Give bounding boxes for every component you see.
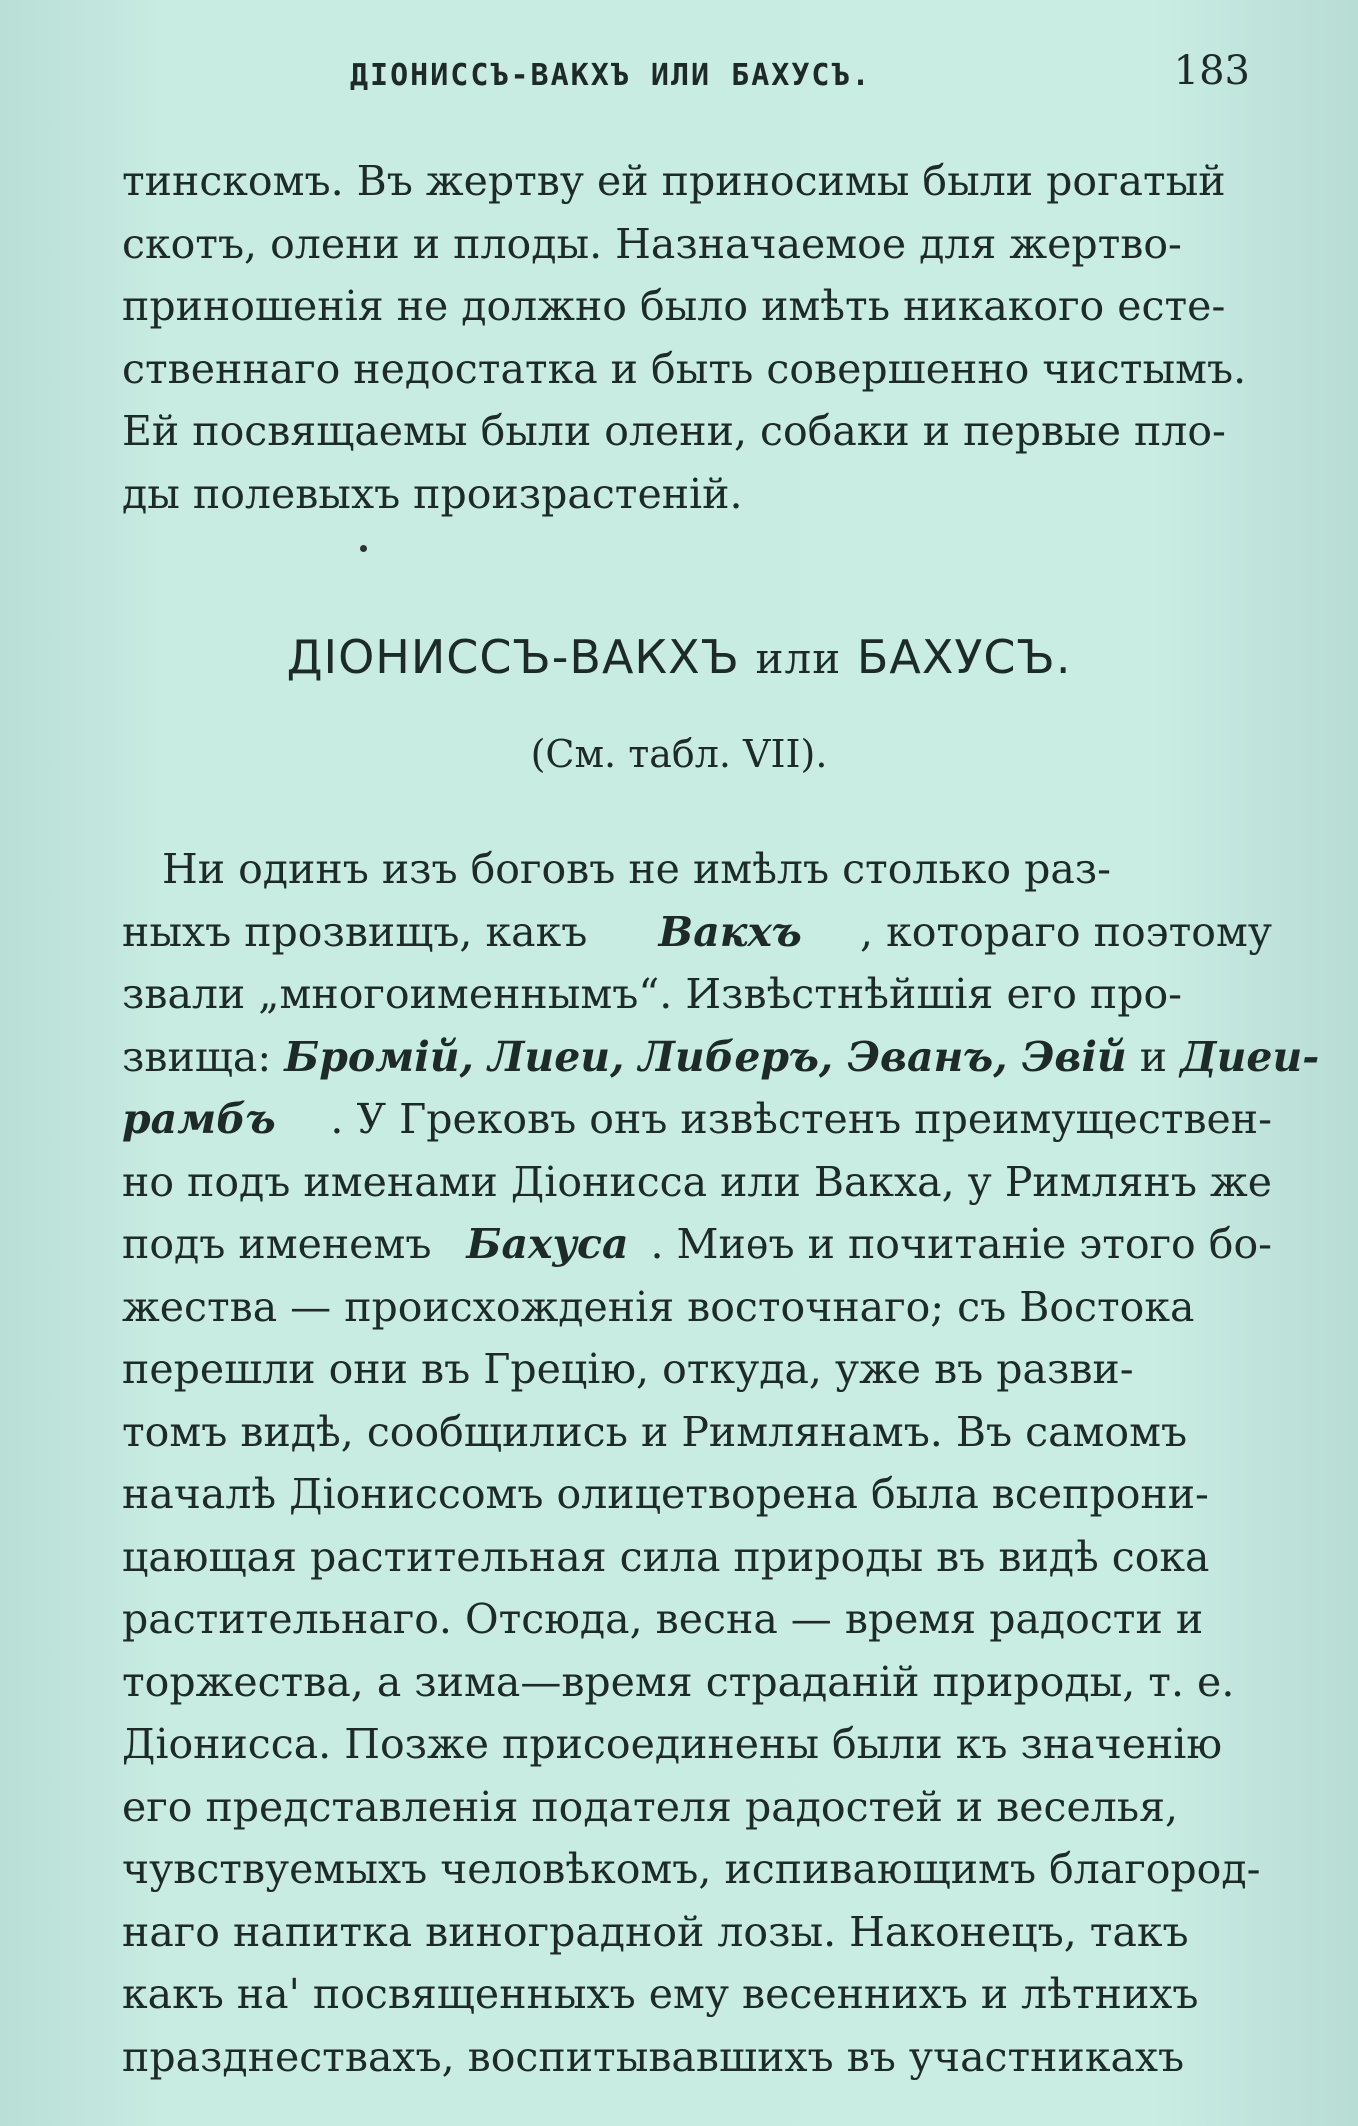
text-line xyxy=(122,1026,1320,1089)
emphasis-name: Бахуса xyxy=(466,1220,629,1268)
text-line: звали „многоименнымъ“. Извѣстнѣйшія его про- xyxy=(122,970,1183,1018)
text-line: томъ видѣ, сообщились и Римлянамъ. Въ самомъ xyxy=(122,1407,1188,1456)
text-line: ды полевыхъ произрастеній. xyxy=(122,469,743,518)
section-title xyxy=(0,630,1358,684)
text-line: тинскомъ. Въ жертву ей приносимы были рогатый xyxy=(122,157,1226,205)
page-number: 183 xyxy=(1173,48,1250,94)
section-title-conj: или xyxy=(755,634,842,683)
running-title: ДІОНИССЪ-ВАКХЪ ИЛИ БАХУСЪ. xyxy=(350,58,872,93)
stray-dot xyxy=(360,545,367,552)
text-line: его представленія подателя радостей и веселья, xyxy=(122,1782,1179,1831)
emphasis-name: Вакхъ xyxy=(658,907,802,956)
text-run: ныхъ прозвищъ, какъ xyxy=(122,907,601,956)
text-run: , котораго поэтому xyxy=(860,907,1272,956)
emphasis-names: Бромій, Лиеи, Либеръ, Эванъ, Эвій xyxy=(284,1032,1127,1081)
text-line: но подъ именами Діонисса или Вакха, у Римлянъ же xyxy=(122,1157,1272,1206)
main-paragraph xyxy=(122,838,1320,2088)
text-line: Ей посвящаемы были олени, собаки и первые пло- xyxy=(122,407,1226,455)
text-line: скотъ, олени и плоды. Назначаемое для жертво- xyxy=(122,219,1182,268)
text-line: приношенія не должно было имѣть никакого есте- xyxy=(122,282,1226,330)
text-line: растительнаго. Отсюда, весна — время радости и xyxy=(122,1595,1204,1643)
section-subtitle: (См. табл. VII). xyxy=(530,732,828,776)
running-head xyxy=(120,48,1250,108)
text-line: цающая растительная сила природы въ видѣ сока xyxy=(122,1532,1210,1581)
text-line: наго напитка виноградной лозы. Наконецъ, такъ xyxy=(122,1907,1189,1956)
text-line: жества — происхожденія восточнаго; съ Востока xyxy=(122,1282,1195,1331)
text-run: . У Грековъ онъ извѣстенъ преимуществен- xyxy=(330,1095,1272,1143)
text-line: торжества, а зима—время страданій природы, т. е. xyxy=(122,1657,1235,1706)
text-run: и xyxy=(1126,1032,1181,1081)
text-run: . Миѳъ и почитаніе этого бо- xyxy=(650,1220,1272,1268)
text-line: Діонисса. Позже присоединены были къ значенію xyxy=(122,1720,1223,1768)
text-line: празднествахъ, воспитывавшихъ въ участникахъ xyxy=(122,2032,1185,2081)
text-run: подъ именемъ xyxy=(122,1220,445,1268)
text-run: звища: xyxy=(122,1032,285,1081)
emphasis-name: Диеи- xyxy=(1180,1032,1320,1081)
text-line xyxy=(122,901,1272,964)
section-title-part1: ДІОНИССЪ-ВАКХЪ xyxy=(286,630,740,684)
text-line: какъ на' посвященныхъ ему весеннихъ и лѣтнихъ xyxy=(122,1970,1199,2018)
section-title-part2: БАХУСЪ. xyxy=(856,630,1072,684)
text-line: началѣ Діониссомъ олицетворена была всепрони- xyxy=(122,1470,1209,1518)
text-line xyxy=(122,1088,1272,1151)
text-line: Ни одинъ изъ боговъ не имѣлъ столько раз- xyxy=(162,845,1112,893)
text-line xyxy=(122,1213,1272,1276)
top-paragraph xyxy=(122,150,1272,525)
emphasis-name: рамбъ xyxy=(122,1095,276,1143)
text-line: чувствуемыхъ человѣкомъ, испивающимъ благород- xyxy=(122,1845,1261,1893)
text-line: ственнаго недостатка и быть совершенно чистымъ. xyxy=(122,344,1247,393)
text-line: перешли они въ Грецію, откуда, уже въ разви- xyxy=(122,1345,1134,1393)
